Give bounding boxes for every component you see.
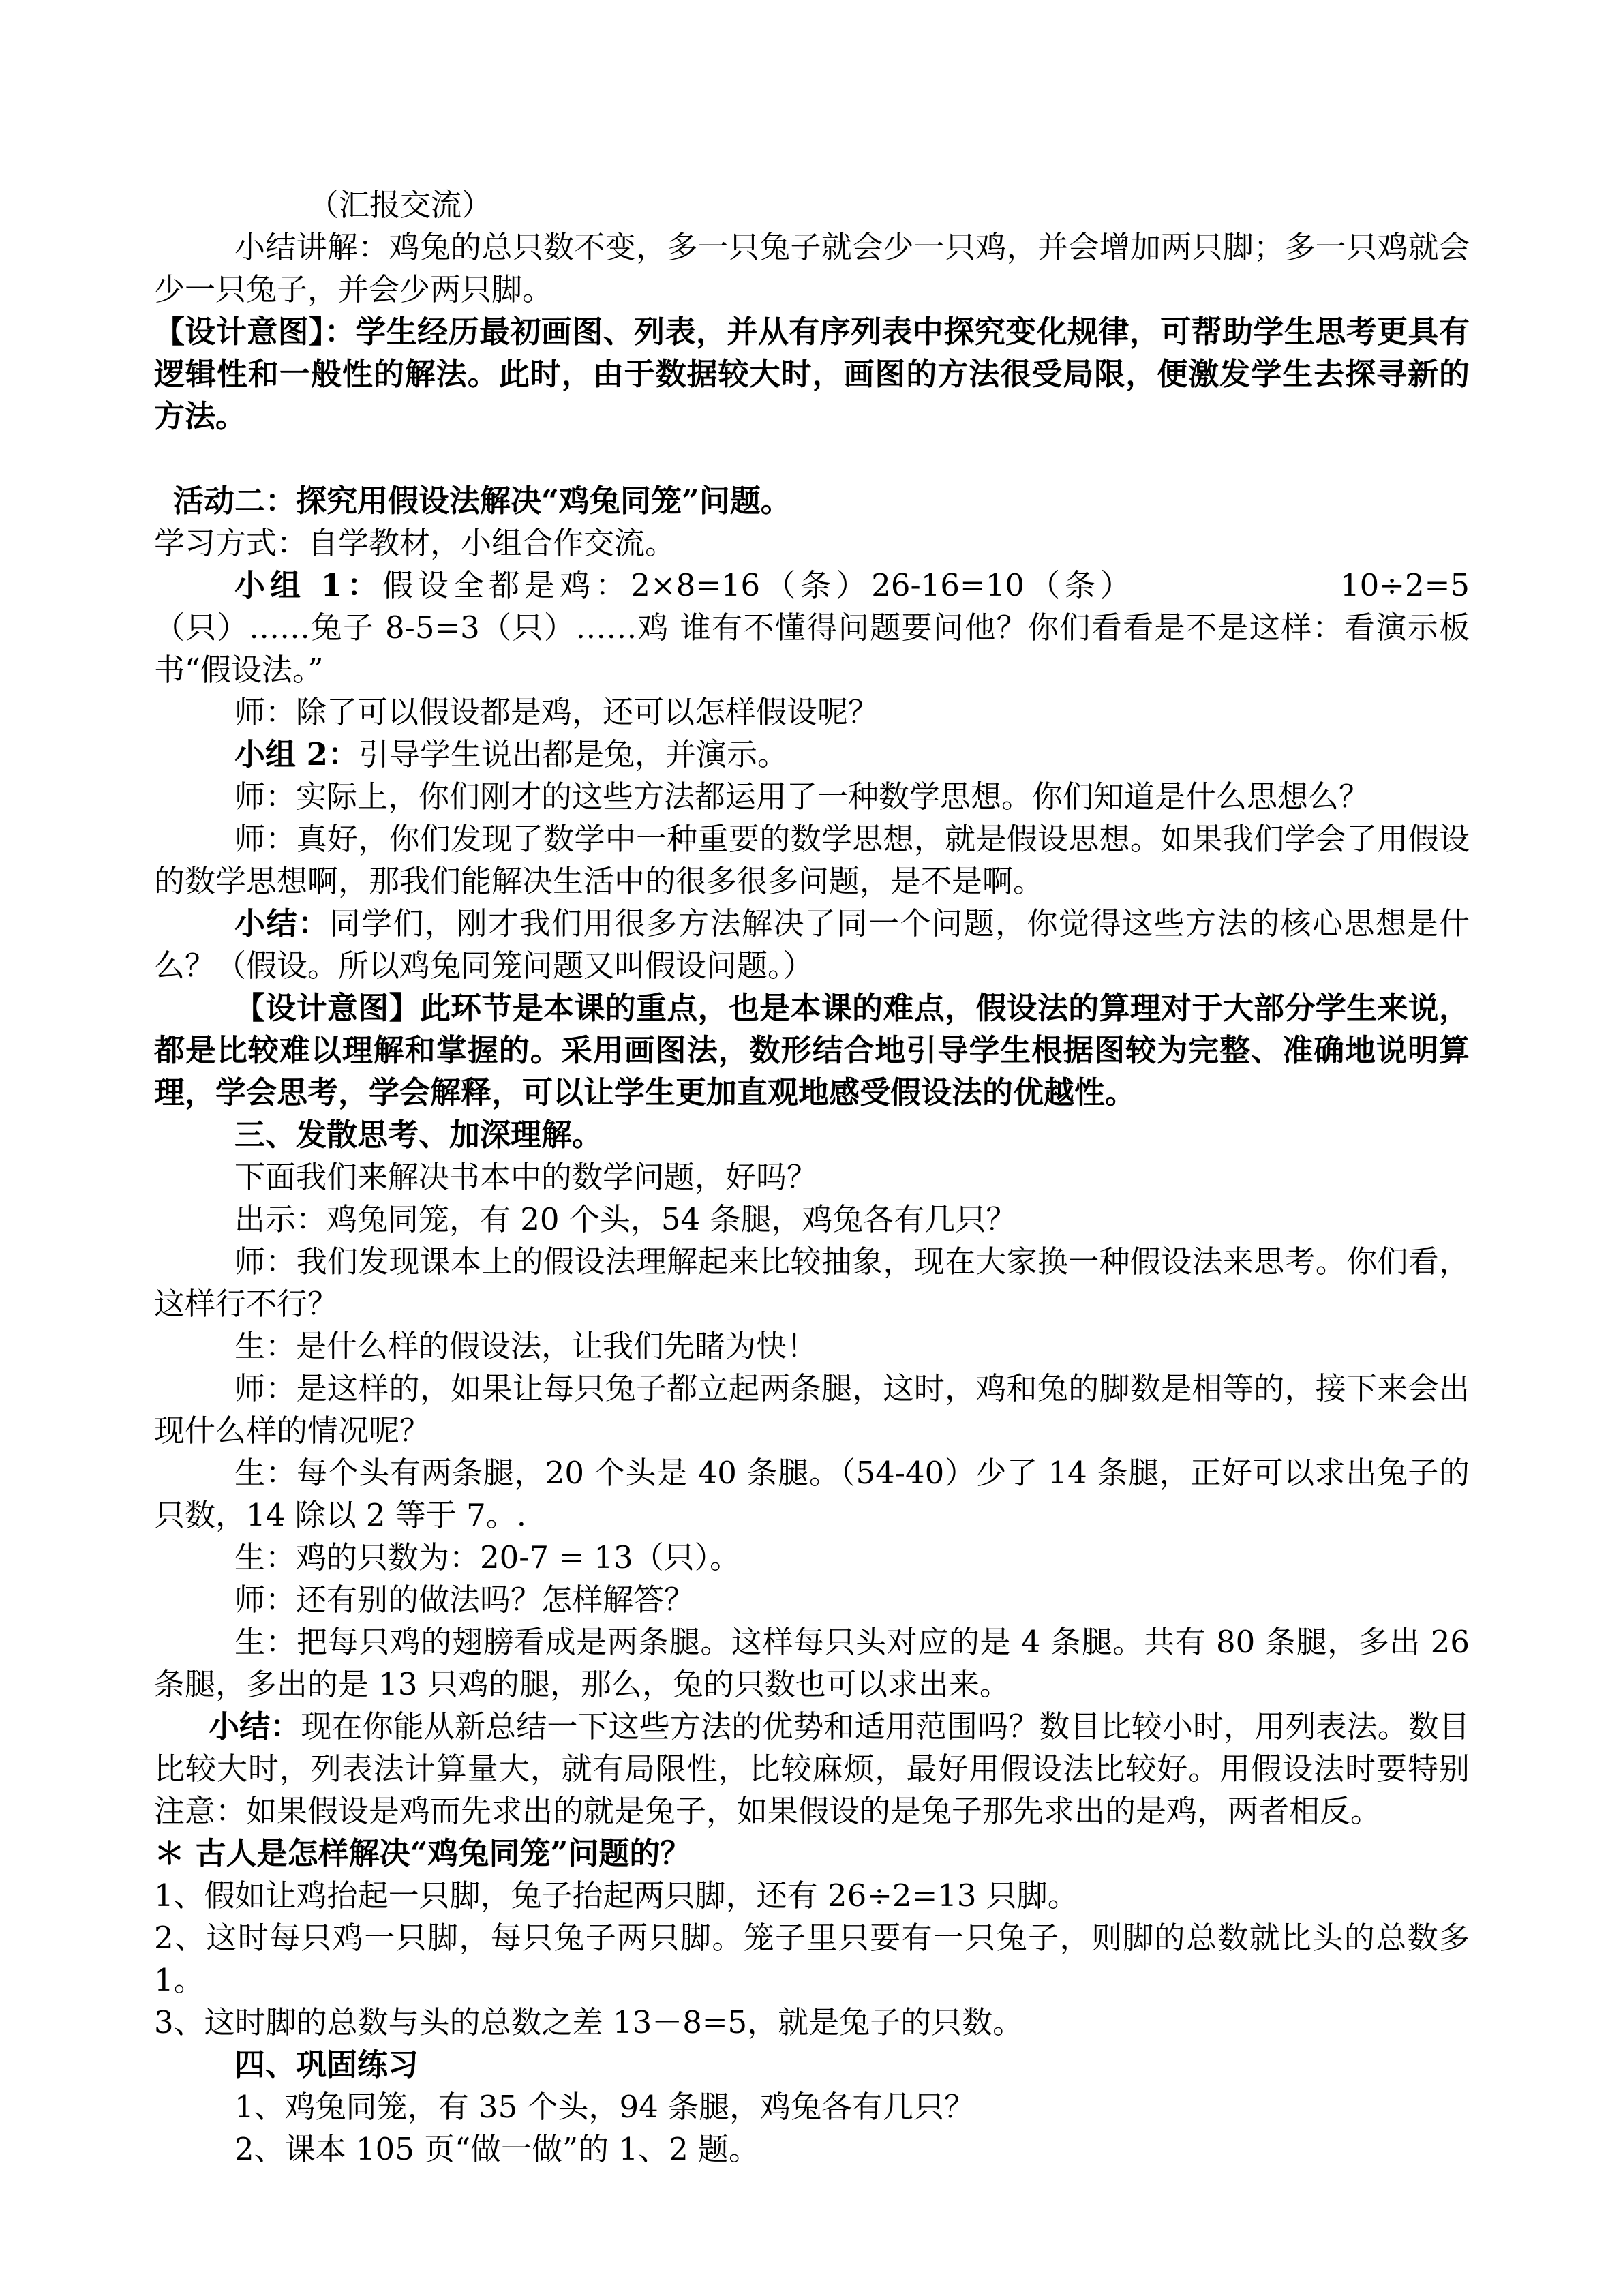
exercise-2: 2、课本 105 页“做一做”的 1、2 题。 [234,2131,760,2167]
group-one-continued: 10÷2=5（只）……兔子 8-5=3（只）……鸡 谁有不懂得问题要问他？你们看看是不是这样：看演示板书“假设法。” [154,567,1470,688]
group-two-text: 引导学生说出都是兔，并演示。 [358,736,788,772]
teacher-line-2: 师：实际上，你们刚才的这些方法都运用了一种数学思想。你们知道是什么思想么？ [234,779,1370,815]
blank-line [154,438,1470,480]
group-two-label: 小组 2： [234,736,359,772]
report-heading: （汇报交流） [308,187,493,223]
teacher-line-3: 师：真好，你们发现了数学中一种重要的数学思想，就是假设思想。如果我们学会了用假设的数学思想啊，那我们能解决生活中的很多很多问题，是不是啊。 [154,821,1470,899]
teacher-line-1: 师：除了可以假设都是鸡，还可以怎样假设呢？ [234,694,879,730]
line-14: 下面我们来解决书本中的数学问题，好吗？ [234,1159,818,1195]
section-four-heading: 四、巩固练习 [234,2046,419,2083]
ancient-step-2: 2、这时每只鸡一只脚，每只兔子两只脚。笼子里只要有一只兔子，则脚的总数就比头的总数多 1。 [154,1920,1470,1998]
line-22: 生：把每只鸡的翅膀看成是两条腿。这样每只头对应的是 4 条腿。共有 80 条腿，多出 26 条腿，多出的是 13 只鸡的腿，那么，兔的只数也可以求出来。 [154,1624,1470,1702]
line-16: 师：我们发现课本上的假设法理解起来比较抽象，现在大家换一种假设法来思考。你们看，这样行不行？ [154,1243,1470,1322]
summary-2-label: 小结： [234,905,330,941]
line-18: 师：是这样的，如果让每只兔子都立起两条腿，这时，鸡和兔的脚数是相等的，接下来会出现什么样的情况呢？ [154,1370,1470,1449]
exercise-1: 1、鸡兔同笼，有 35 个头，94 条腿，鸡兔各有几只？ [234,2089,975,2125]
design-intent-1: 【设计意图】：学生经历最初画图、列表，并从有序列表中探究变化规律，可帮助学生思考更具有逻辑性和一般性的解法。此时，由于数据较大时，画图的方法很受局限，便激发学生去探寻新的方法。 [154,314,1470,434]
summary-3-paragraph [154,1706,1470,1832]
ancient-method-heading: ＊ 古人是怎样解决“鸡兔同笼”问题的？ [154,1835,691,1871]
ancient-step-1: 1、假如让鸡抬起一只脚，兔子抬起两只脚，还有 26÷2=13 只脚。 [154,1877,1078,1914]
line-17: 生：是什么样的假设法，让我们先睹为快！ [234,1328,818,1364]
learning-method: 学习方式：自学教材，小组合作交流。 [154,525,676,561]
section-three-heading: 三、发散思考、加深理解。 [234,1117,603,1153]
line-19: 生：每个头有两条腿，20 个头是 40 条腿。（54-40）少了 14 条腿，正好可以求出兔子的只数，14 除以 2 等于 7。. [154,1455,1470,1533]
activity-two-heading: 活动二：探究用假设法解决“鸡兔同笼”问题。 [173,483,791,519]
ancient-step-3: 3、这时脚的总数与头的总数之差 13－8=5，就是兔子的只数。 [154,2004,1024,2040]
group-one-paragraph [154,564,1470,691]
line-15: 出示：鸡兔同笼，有 20 个头，54 条腿，鸡兔各有几只？ [234,1201,1017,1237]
group-one-text: 假设全都是鸡：2×8=16（条）26-16=10（条） [382,567,1136,603]
summary-paragraph: 小结讲解：鸡兔的总只数不变，多一只兔子就会少一只鸡，并会增加两只脚；多一只鸡就会少一只兔子，并会少两只脚。 [154,229,1470,307]
line-21: 师：还有别的做法吗？怎样解答？ [234,1582,695,1618]
summary-3-label: 小结： [209,1708,301,1744]
group-two-paragraph [154,734,1470,776]
summary-2-text: 同学们，刚才我们用很多方法解决了同一个问题，你觉得这些方法的核心思想是什么？（假设。所以鸡兔同笼问题又叫假设问题。） [154,905,1470,984]
summary-2-paragraph [154,903,1470,987]
group-one-label: 小组 1： [234,567,383,603]
line-20: 生：鸡的只数为：20-7 = 13（只）。 [234,1539,741,1575]
summary-3-text: 现在你能从新总结一下这些方法的优势和适用范围吗？数目比较小时，用列表法。数目比较大时，列表法计算量大，就有局限性，比较麻烦，最好用假设法比较好。用假设法时要特别注意：如果假设是鸡而先求出的就是兔子，如果假设的是兔子那先求出的是鸡，两者相反。 [154,1708,1470,1829]
design-intent-2: 【设计意图】此环节是本课的重点，也是本课的难点，假设法的算理对于大部分学生来说，都是比较难以理解和掌握的。采用画图法，数形结合地引导学生根据图较为完整、准确地说明算理，学会思考，学会解释，可以让学生更加直观地感受假设法的优越性。 [154,990,1470,1111]
document-page [154,184,1470,2171]
